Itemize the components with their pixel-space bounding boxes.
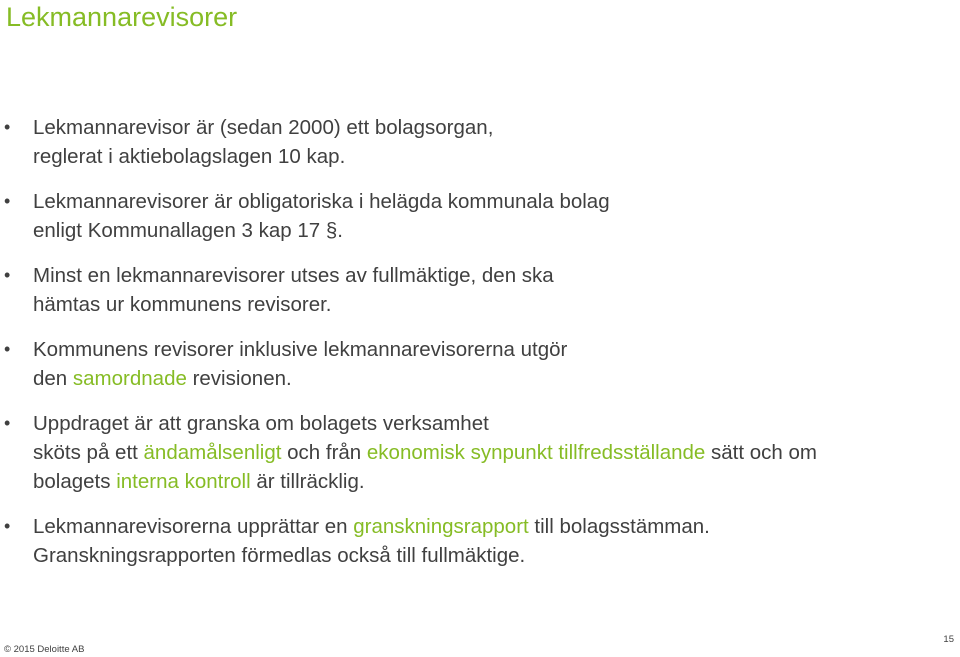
highlight-text: ändamålsenligt xyxy=(143,441,282,464)
footer-copyright: © 2015 Deloitte AB xyxy=(4,644,85,655)
bullet-text: Kommunens revisorer inklusive lekmannarevisorerna utgör xyxy=(33,338,568,361)
bullet-line xyxy=(33,541,525,570)
slide-title: Lekmannarevisorer xyxy=(6,2,238,32)
bullet-line xyxy=(33,187,610,216)
bullet-text: den xyxy=(33,367,73,390)
bullet-text: reglerat i aktiebolagslagen 10 kap. xyxy=(33,145,346,168)
bullet-line xyxy=(33,467,365,496)
highlight-text: interna kontroll xyxy=(116,470,251,493)
highlight-text: granskningsrapport xyxy=(353,515,529,538)
bullet-text: Granskningsrapporten förmedlas också till fullmäktige. xyxy=(33,544,526,567)
bullet-dot: • xyxy=(4,265,11,285)
bullet-dot: • xyxy=(4,191,11,211)
bullet-line xyxy=(33,142,345,171)
bullet-line xyxy=(33,290,332,319)
bullet-text: sköts på ett xyxy=(33,441,144,464)
bullet-line xyxy=(33,216,343,245)
page-number: 15 xyxy=(943,634,954,645)
bullet-text: Lekmannarevisorer är obligatoriska i helägda kommunala bolag xyxy=(33,190,610,213)
bullet-text: hämtas ur kommunens revisorer. xyxy=(33,293,332,316)
bullet-dot: • xyxy=(4,516,11,536)
bullet-text: och från xyxy=(281,441,367,464)
bullet-line xyxy=(33,409,489,438)
bullet-dot: • xyxy=(4,339,11,359)
highlight-text: ekonomisk synpunkt tillfredsställande xyxy=(366,441,706,464)
bullet-text: enligt Kommunallagen 3 kap 17 §. xyxy=(33,219,343,242)
bullet-line xyxy=(33,261,554,290)
bullet-dot: • xyxy=(4,413,11,433)
bullet-line xyxy=(33,364,292,393)
bullet-line xyxy=(33,512,710,541)
bullet-text: bolagets xyxy=(33,470,117,493)
bullet-line xyxy=(33,113,493,142)
bullet-text: till bolagsstämman. xyxy=(528,515,710,538)
bullet-text: Lekmannarevisor är (sedan 2000) ett bolagsorgan, xyxy=(33,116,494,139)
bullet-text: Lekmannarevisorerna upprättar en xyxy=(33,515,354,538)
bullet-text: Uppdraget är att granska om bolagets verksamhet xyxy=(33,412,489,435)
bullet-line xyxy=(33,438,817,467)
bullet-text: revisionen. xyxy=(186,367,292,390)
highlight-text: samordnade xyxy=(72,367,187,390)
bullet-line xyxy=(33,335,567,364)
bullet-text: Minst en lekmannarevisorer utses av fullmäktige, den ska xyxy=(33,264,554,287)
bullet-text: sätt och om xyxy=(705,441,817,464)
bullet-dot: • xyxy=(4,117,11,137)
bullet-text: är tillräcklig. xyxy=(250,470,365,493)
